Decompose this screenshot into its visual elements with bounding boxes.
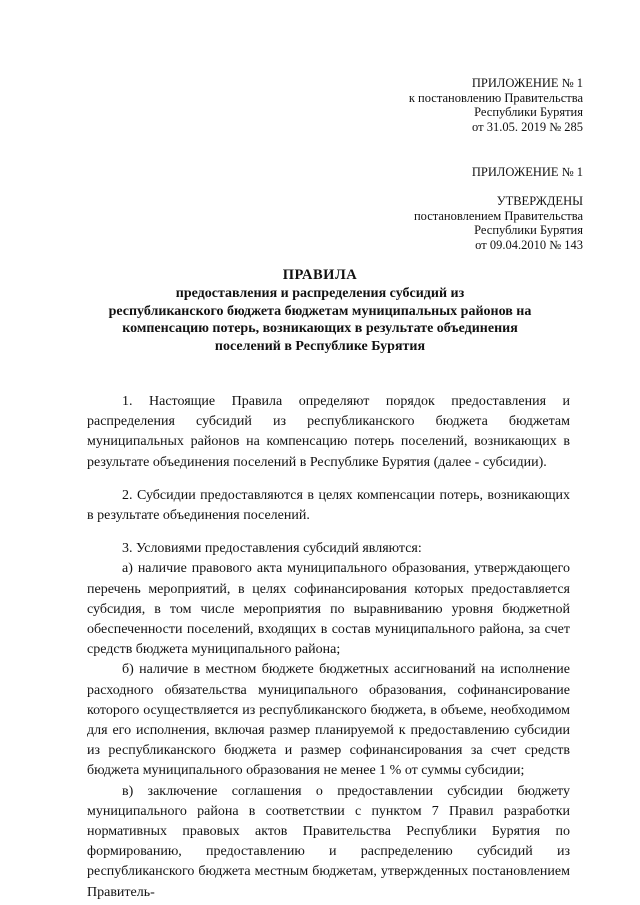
approved-line: постановлением Правительства [413, 208, 583, 223]
paragraph-3a: а) наличие правового акта муниципального образования, утверждающего перечень мероприятий, в целях софинансирования которых предоставляется субсидия, в том числе мероприятия по выравниванию уровня бюджетной обеспеченности поселений, входящих в состав муниципального района, за счет средств бюджета муниципального района; [87, 561, 570, 658]
annex-line: Республики Бурятия [474, 105, 583, 120]
annex-title: ПРИЛОЖЕНИЕ № 1 [471, 76, 583, 90]
annex-header-2 [472, 165, 583, 180]
approved-line: Республики Бурятия [474, 223, 583, 238]
title-line: компенсацию потерь, возникающих в результате объединения [122, 321, 518, 337]
document-body [87, 392, 570, 903]
title-line: предоставления и распределения субсидий из [175, 285, 465, 301]
title-main: ПРАВИЛА [282, 267, 358, 283]
document-title [70, 267, 570, 356]
paragraph-3: 3. Условиями предоставления субсидий являются: [122, 541, 422, 557]
paragraph-3b: б) наличие в местном бюджете бюджетных ассигнований на исполнение расходного обязательства муниципального образования, софинансирование которого осуществляется из республиканского бюджета, в объеме, необходимом для его исполнения, включая размер планируемой к предоставлению субсидии из республиканского бюджета и размер софинансирования за счет средств бюджета муниципального образования не менее 1 % от суммы субсидии; [87, 662, 570, 779]
annex-header-1 [409, 76, 583, 134]
annex-title: ПРИЛОЖЕНИЕ № 1 [471, 165, 583, 179]
title-line: поселений в Республике Бурятия [214, 339, 426, 355]
approved-block [414, 194, 583, 252]
approved-title: УТВЕРЖДЕНЫ [496, 194, 583, 208]
annex-line: к постановлению Правительства [408, 90, 583, 105]
paragraph-2: 2. Субсидии предоставляются в целях компенсации потерь, возникающих в результате объединения поселений. [87, 487, 570, 524]
approved-date: от 09.04.2010 № 143 [475, 237, 583, 252]
title-line: республиканского бюджета бюджетам муниципальных районов на [108, 303, 532, 319]
paragraph-3c: в) заключение соглашения о предоставлении субсидии бюджету муниципального района в соответствии с пунктом 7 Правил разработки нормативных правовых актов Правительства Республики Бурятия по формированию, предоставлению и распределению субсидий из республиканского бюджета местным бюджетам, утвержденных постановлением Правитель- [87, 783, 570, 900]
paragraph-1: 1. Настоящие Правила определяют порядок предоставления и распределения субсидий из республиканского бюджета бюджетам муниципальных районов на компенсацию потерь поселений, возникающих в результате объединения поселений в Республике Бурятия (далее - субсидии). [87, 394, 570, 470]
annex-date: от 31.05. 2019 № 285 [472, 119, 583, 134]
